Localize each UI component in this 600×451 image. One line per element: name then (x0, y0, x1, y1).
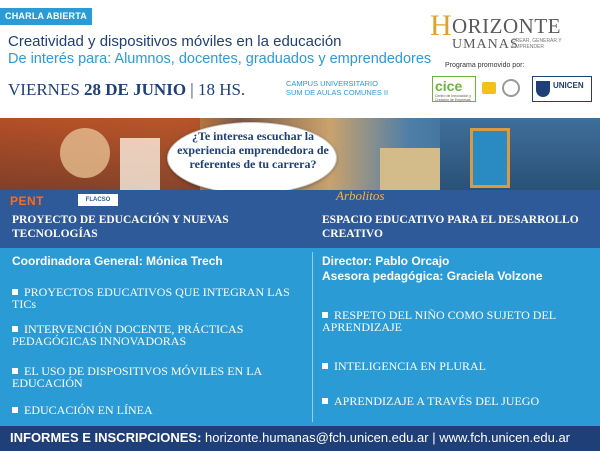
director: Director: Pablo Orcajo (322, 254, 450, 268)
logo-name-top: ORIZONTE (452, 14, 561, 38)
event-date-row (8, 80, 245, 100)
unicen-shield-icon (536, 81, 550, 97)
event-date: 28 DE JUNIO (84, 80, 187, 99)
left-coordinator: Coordinadora General: Mónica Trech (12, 254, 223, 268)
cice-logo-subtitle: Centro de Innovación y Creación de Empresas (435, 94, 471, 102)
campus-line-1: CAMPUS UNIVERSITARIO (286, 79, 378, 88)
question-speech-bubble (167, 122, 337, 194)
list-item: EL USO DE DISPOSITIVOS MÓVILES EN LA EDUCACIÓN (12, 364, 262, 390)
footer-label: INFORMES E INSCRIPCIONES: (10, 430, 202, 445)
event-title: Creatividad y dispositivos móviles en la educación (8, 33, 342, 50)
right-staff (322, 254, 543, 284)
bullet-icon (12, 326, 18, 332)
pent-logo: PENT (10, 194, 45, 208)
cice-logo-text: cice (435, 78, 463, 94)
pedagogical-advisor: Asesora pedagógica: Graciela Volzone (322, 269, 543, 283)
unicen-logo-text: UNICEN (553, 81, 584, 90)
event-location (286, 79, 388, 97)
sponsor-circle-logo (502, 79, 520, 97)
arbolitos-logo: Arbolitos (336, 188, 385, 203)
question-text: ¿Te interesa escuchar la experiencia emprendedora de referentes de tu carrera? (177, 129, 329, 171)
bullet-icon (12, 407, 18, 413)
list-item: INTERVENCIÓN DOCENTE, PRÁCTICAS PEDAGÓGICAS INNOVADORAS (12, 322, 244, 348)
header (0, 0, 600, 118)
horizonte-humanas-logo (430, 10, 590, 60)
bullet-icon (12, 289, 18, 295)
sponsor-logos (432, 76, 592, 102)
event-type-tag: CHARLA ABIERTA (0, 8, 92, 25)
logo-tagline: CREAR, GENERAR Y EMPRENDER (512, 38, 562, 50)
cice-logo (432, 76, 476, 102)
date-separator: | (190, 80, 194, 99)
column-divider (312, 252, 313, 422)
contact-email-link[interactable]: horizonte.humanas@fch.unicen.edu.ar (205, 430, 429, 445)
bullet-icon (322, 312, 328, 318)
campus-line-2: SUM DE AULAS COMUNES II (286, 88, 389, 97)
logo-name-bottom: UMANAS (452, 37, 519, 52)
list-item: APRENDIZAJE A TRAVÉS DEL JUEGO (322, 395, 592, 407)
promoted-by-label: Programa promovido por: (445, 62, 525, 69)
footer-contact (10, 430, 570, 445)
bullet-icon (322, 363, 328, 369)
list-item: INTELIGENCIA EN PLURAL (322, 360, 592, 372)
website-link[interactable]: www.fch.unicen.edu.ar (439, 430, 570, 445)
bullet-icon (322, 398, 328, 404)
right-section-heading: ESPACIO EDUCATIVO PARA EL DESARROLLO CREATIVO (322, 214, 579, 240)
date-prefix: VIERNES (8, 80, 80, 99)
left-section-heading: PROYECTO DE EDUCACIÓN Y NUEVAS TECNOLOGÍAS (12, 214, 229, 240)
sponsor-yellow-logo (482, 82, 496, 94)
logo-initial: H (430, 9, 452, 42)
bullet-icon (12, 368, 18, 374)
footer-separator: | (432, 430, 436, 445)
list-item: RESPETO DEL NIÑO COMO SUJETO DEL APRENDIZAJE (322, 308, 556, 334)
event-time: 18 HS. (197, 80, 246, 99)
list-item: EDUCACIÓN EN LÍNEA (12, 404, 307, 416)
unicen-logo (532, 76, 592, 102)
flacso-logo: FLACSO (78, 194, 118, 206)
list-item: PROYECTOS EDUCATIVOS QUE INTEGRAN LAS TICs (12, 285, 290, 311)
event-audience: De interés para: Alumnos, docentes, graduados y emprendedores (8, 51, 432, 67)
